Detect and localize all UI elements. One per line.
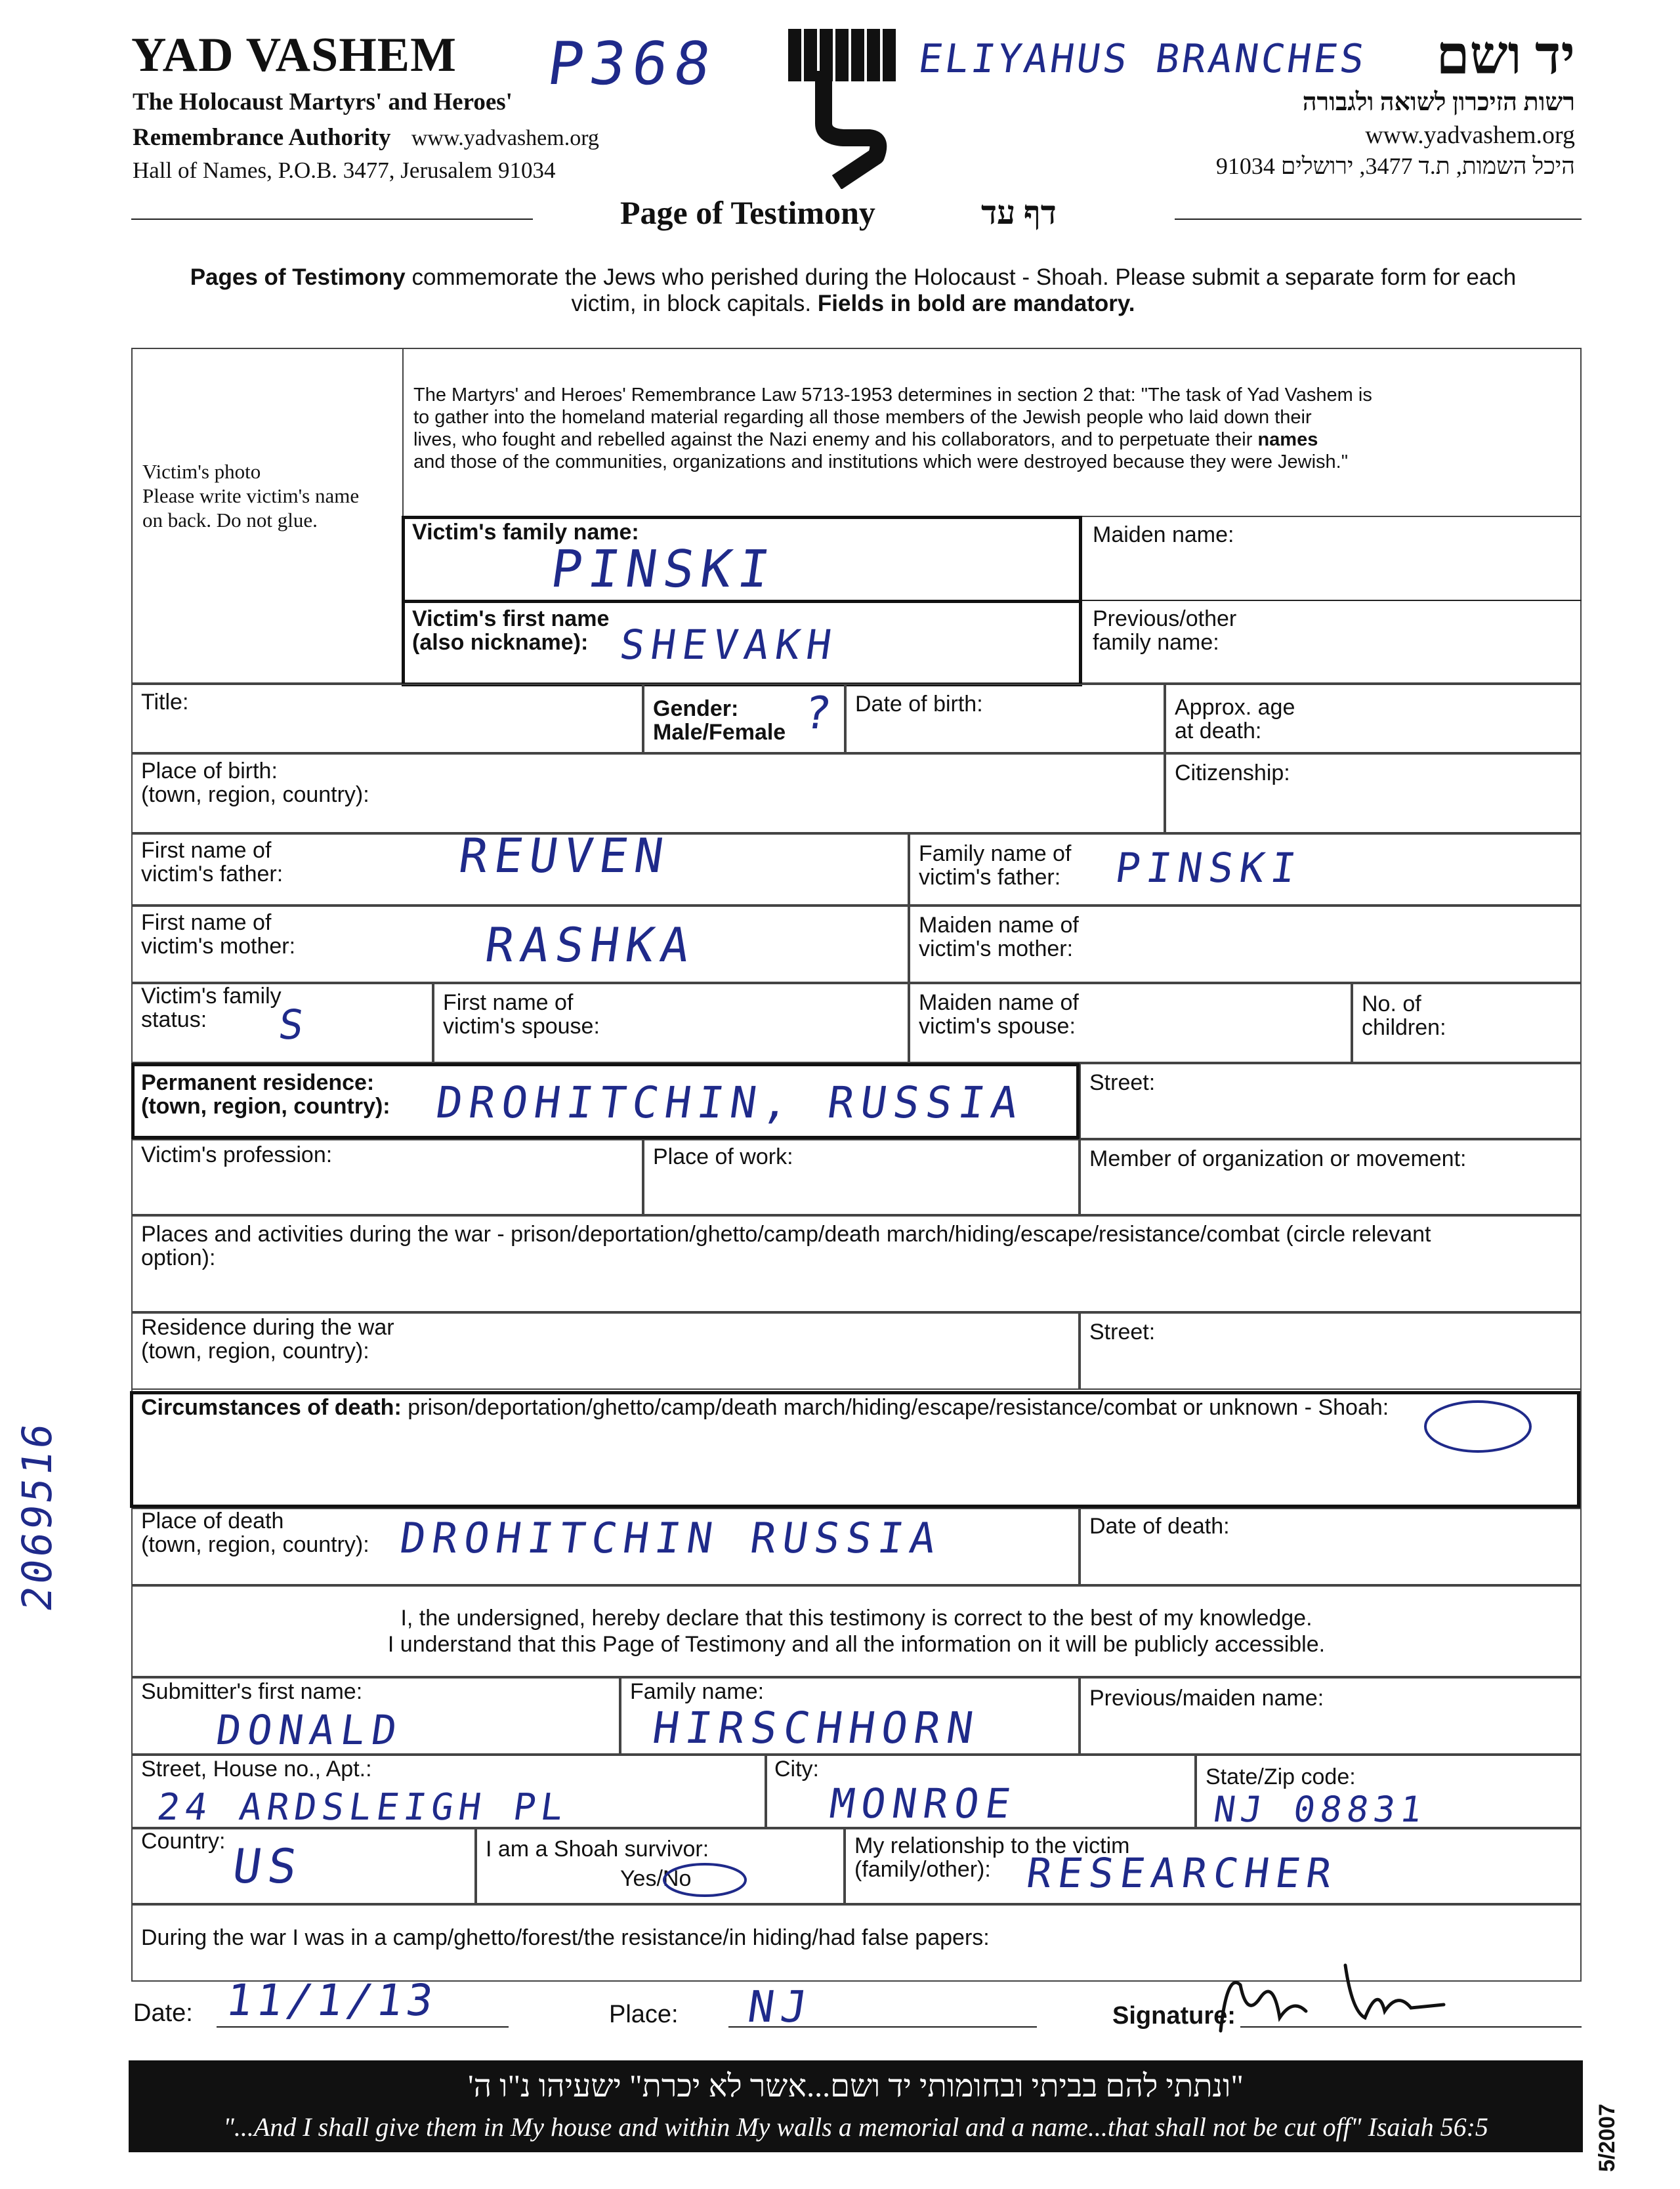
survivor-no-circle-mark — [656, 1857, 755, 1903]
law-text — [413, 384, 1568, 473]
signature-line[interactable] — [1240, 2026, 1582, 2028]
maiden-divider — [1082, 600, 1582, 601]
children-label: No. of children: — [1362, 991, 1446, 1040]
survivor-options: Yes/No — [620, 1866, 692, 1891]
relationship-label: My relationship to the victim (family/other): — [854, 1833, 1130, 1882]
father-family-value: PINSKI — [1112, 844, 1306, 892]
footer-verse-he: "ונתתי להם בביתי ובחומותי יד ושם...אשר לא יכרת" ישעיהו נ"ו ה' — [468, 2069, 1244, 2104]
submitter-street-label: Street, House no., Apt.: — [141, 1757, 372, 1782]
photo-box-label: Victim's photo Please write victim's name on back. Do not glue. — [142, 460, 360, 532]
date-line[interactable] — [217, 2026, 509, 2028]
gender-label: Gender: Male/Female — [653, 696, 786, 745]
yad-vashem-logo — [784, 25, 902, 189]
org-line2 — [133, 123, 599, 152]
intro-text — [131, 264, 1575, 317]
header-rule-right — [1175, 219, 1582, 220]
father-family-label: Family name of victim's father: — [919, 841, 1072, 890]
relationship-value: RESEARCHER — [1023, 1849, 1341, 1897]
maiden-name-label: Maiden name: — [1093, 522, 1234, 547]
submitter-family-value: HIRSCHHORN — [649, 1703, 983, 1753]
place-of-work-label: Place of work: — [653, 1144, 793, 1169]
intro-mandatory: Fields in bold are mandatory. — [817, 291, 1135, 316]
org-address-en: Hall of Names, P.O.B. 3477, Jerusalem 91034 — [133, 157, 556, 183]
first-name-label: Victim's first name (also nickname): — [412, 606, 610, 655]
circumstances-label-rest: prison/deportation/ghetto/camp/death march/hiding/escape/resistance/combat or unknown - Shoah: — [401, 1395, 1389, 1420]
title-label: Title: — [141, 690, 189, 715]
spouse-maiden-label: Maiden name of victim's spouse: — [919, 990, 1079, 1039]
intro-line2: victim, in block capitals. — [571, 291, 818, 316]
handwritten-page-ref: P368 — [543, 30, 722, 98]
place-value: NJ — [744, 1982, 817, 2032]
handwritten-side-number: 2069516 — [13, 1417, 61, 1615]
submitter-state-value: NJ 08831 — [1211, 1789, 1430, 1830]
spouse-first-label: First name of victim's spouse: — [443, 990, 600, 1039]
circumstances-label-bold: Circumstances of death: — [141, 1395, 402, 1420]
during-war-label: During the war I was in a camp/ghetto/forest/the resistance/in hiding/had false papers: — [141, 1925, 990, 1950]
father-first-label: First name of victim's father: — [141, 838, 284, 886]
dob-label: Date of birth: — [855, 692, 983, 717]
declaration-text: I, the undersigned, hereby declare that this testimony is correct to the best of my knowledge. I understand that this Page of Testimony and all the information on it will be publicly accessible. — [387, 1606, 1326, 1657]
member-label: Member of organization or movement: — [1089, 1146, 1467, 1171]
place-label: Place: — [609, 2001, 679, 2028]
submitter-country-label: Country: — [141, 1829, 226, 1854]
submitter-first-value: DONALD — [213, 1706, 407, 1754]
mother-first-label: First name of victim's mother: — [141, 910, 296, 959]
submitter-prev-label: Previous/maiden name: — [1089, 1686, 1324, 1711]
circumstances-label — [141, 1396, 1572, 1419]
submitter-family-label: Family name: — [630, 1679, 765, 1704]
law-text-bold: names — [1257, 429, 1318, 450]
form-title-he: דף עד — [981, 194, 1057, 231]
form-code: 5/2007 — [1595, 2104, 1620, 2172]
date-of-death-label: Date of death: — [1089, 1514, 1230, 1539]
org-website[interactable]: www.yadvashem.org — [411, 126, 599, 150]
org-line2-text: Remembrance Authority — [133, 124, 391, 151]
survivor-label: I am a Shoah survivor: — [486, 1837, 709, 1862]
profession-label: Victim's profession: — [141, 1142, 333, 1167]
org-name-en: YAD VASHEM — [131, 28, 457, 82]
law-text-part2: and those of the communities, organizations and institutions which were destroyed because they were Jewish." — [413, 451, 1349, 472]
gender-value: ? — [800, 688, 841, 740]
submitter-city-label: City: — [774, 1757, 819, 1782]
org-address-he: היכל השמות, ת.ד 3477, ירושלים 91034 — [1215, 153, 1575, 179]
submitter-state-label: State/Zip code: — [1206, 1764, 1356, 1789]
signature-mark — [1201, 1959, 1450, 2044]
previous-family-label: Previous/other family name: — [1093, 606, 1237, 655]
form-title: Page of Testimony — [620, 194, 875, 231]
signature-label: Signature: — [1112, 2002, 1236, 2030]
submitter-city-value: MONROE — [826, 1780, 1020, 1827]
submitter-street-value: 24 ARDSLEIGH PL — [154, 1786, 572, 1829]
shoah-circle-mark — [1418, 1390, 1542, 1462]
family-status-value: S — [275, 1001, 314, 1049]
residence-value: DROHITCHIN, RUSSIA — [432, 1077, 1028, 1128]
residence-label: Permanent residence: (town, region, country): — [141, 1070, 390, 1119]
date-value: 11/1/13 — [222, 1975, 440, 2026]
law-text-part1: The Martyrs' and Heroes' Remembrance Law 5713-1953 determines in section 2 that: "The task of Yad Vashem is to gather into the homeland material regarding all those members of the Jewish people who laid down their lives, who fought and rebelled against the Nazi enemy and his collaborators, and to perpetuate their — [413, 385, 1372, 450]
header-rule-left — [131, 219, 533, 220]
place-line[interactable] — [728, 2026, 1037, 2028]
age-label: Approx. age at death: — [1175, 695, 1295, 743]
first-name-value: SHEVAKH — [616, 621, 841, 669]
residence-war-label: Residence during the war (town, region, country): — [141, 1315, 394, 1364]
family-status-label: Victim's family status: — [141, 984, 282, 1032]
org-name-he: יד ושם — [1436, 26, 1575, 85]
title-field[interactable] — [131, 684, 643, 753]
place-of-birth-label: Place of birth: (town, region, country): — [141, 759, 369, 807]
intro-line1: commemorate the Jews who perished during the Holocaust - Shoah. Please submit a separate form for each — [405, 264, 1517, 290]
place-of-death-value: DROHITCHIN RUSSIA — [396, 1514, 946, 1563]
org-line1-he: רשות הזיכרון לשואה ולגבורה — [1302, 89, 1575, 116]
mother-maiden-label: Maiden name of victim's mother: — [919, 913, 1079, 961]
submitter-first-label: Submitter's first name: — [141, 1679, 363, 1704]
street-label: Street: — [1089, 1070, 1156, 1095]
intro-lead: Pages of Testimony — [190, 264, 406, 290]
mother-first-value: RASHKA — [482, 917, 700, 972]
org-line1: The Holocaust Martyrs' and Heroes' — [133, 89, 513, 115]
date-label: Date: — [133, 1999, 193, 2027]
father-first-value: REUVEN — [455, 828, 673, 883]
place-of-death-label: Place of death (town, region, country): — [141, 1509, 369, 1557]
family-name-value: PINSKI — [547, 540, 780, 599]
org-website-he[interactable]: www.yadvashem.org — [1365, 121, 1575, 149]
submitter-country-value: US — [229, 1839, 307, 1894]
footer-verse-en: "...And I shall give them in My house and within My walls a memorial and a name...that shall not be cut off" Isaiah 56:5 — [223, 2112, 1488, 2142]
citizenship-label: Citizenship: — [1175, 761, 1290, 785]
street-war-label: Street: — [1089, 1320, 1156, 1345]
family-name-label: Victim's family name: — [412, 520, 639, 545]
places-activities-label: Places and activities during the war - prison/deportation/ghetto/camp/death march/hiding/escape/resistance/combat (circle relevant option): — [141, 1222, 1431, 1270]
handwritten-submitter-note: ELIYAHUS BRANCHES — [915, 36, 1370, 82]
